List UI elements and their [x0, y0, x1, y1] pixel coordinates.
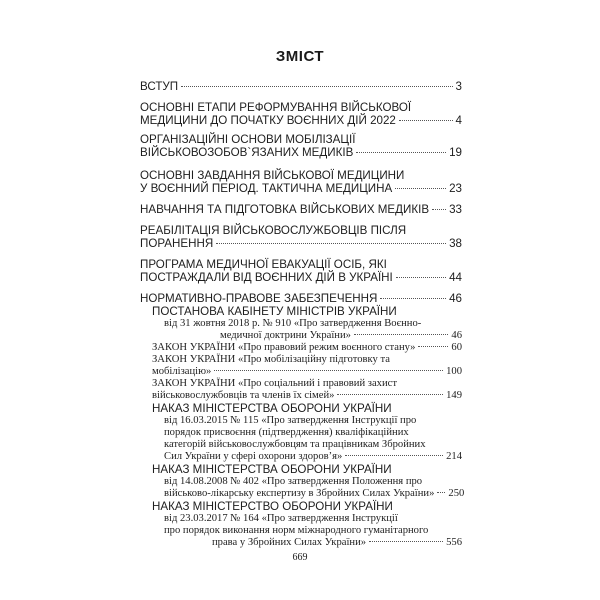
toc-entry-reform-stages[interactable] [140, 101, 462, 127]
toc-entry-text: ОСНОВНІ ЕТАПИ РЕФОРМУВАННЯ ВІЙСЬКОВОЇ [140, 101, 412, 114]
page-number: 669 [292, 552, 308, 563]
leader-dots [418, 346, 448, 347]
toc-entry-rehabilitation[interactable] [140, 224, 462, 250]
toc-page-number: 556 [446, 537, 462, 548]
toc-entry-training[interactable] [140, 203, 462, 216]
leader-dots [214, 370, 443, 371]
toc-entry-text: У ВОЄННИЙ ПЕРІОД. ТАКТИЧНА МЕДИЦИНА [140, 182, 393, 195]
toc-entry-mobilization-basics[interactable] [140, 133, 462, 159]
toc-entry-text: ОСНОВНІ ЗАВДАННЯ ВІЙСЬКОВОЇ МЕДИЦИНИ [140, 169, 405, 182]
toc-subentry-text: порядок присвоєння (підтвердження) кваліфікаційних [164, 427, 409, 438]
toc-entry-text: ПРОГРАМА МЕДИЧНОЇ ЕВАКУАЦІЇ ОСІБ, ЯКІ [140, 258, 387, 271]
toc-entry-text: ВІЙСЬКОВОЗОБОВ`ЯЗАНИХ МЕДИКІВ [140, 146, 354, 159]
toc-subentry-text: ЗАКОН УКРАЇНИ «Про правовий режим воєнного стану» [152, 342, 416, 353]
toc-subentry-heading: НАКАЗ МІНІСТЕРСТВА ОБОРОНИ УКРАЇНИ [152, 402, 392, 415]
leader-dots [395, 188, 446, 189]
toc-entry-introduction[interactable] [140, 80, 462, 93]
toc-subentry-text: від 23.03.2017 № 164 «Про затвердження Інструкції [164, 513, 398, 524]
page-title: ЗМІСТ [275, 48, 325, 65]
toc-page-number: 100 [446, 366, 462, 377]
toc-subentry-social-protection-law[interactable] [140, 378, 462, 402]
toc-entry-text: НАВЧАННЯ ТА ПІДГОТОВКА ВІЙСЬКОВИХ МЕДИКІВ [140, 203, 430, 216]
toc-entry-text: НОРМАТИВНО-ПРАВОВЕ ЗАБЕЗПЕЧЕННЯ [140, 292, 378, 305]
toc-page-number: 44 [449, 271, 462, 284]
toc-subentry-heading: ПОСТАНОВА КАБІНЕТУ МІНІСТРІВ УКРАЇНИ [152, 305, 397, 318]
toc-subentry-order-115[interactable] [140, 402, 462, 463]
toc-page-number: 46 [449, 292, 462, 305]
toc-subentry-text: військовослужбовців та членів їх сімей» [152, 390, 335, 401]
toc-subentry-text: про порядок виконання норм міжнародного гуманітарного [164, 525, 429, 536]
toc-page-number: 33 [449, 203, 462, 216]
toc-subentry-mobilization-law[interactable] [140, 354, 462, 378]
leader-dots [380, 298, 446, 299]
toc-page-number: 3 [455, 80, 462, 93]
toc-subentry-text: ЗАКОН УКРАЇНИ «Про мобілізаційну підготовку та [152, 354, 390, 365]
leader-dots [396, 277, 446, 278]
leader-dots [216, 243, 446, 244]
toc-entry-text: МЕДИЦИНИ ДО ПОЧАТКУ ВОЄННИХ ДІЙ 2022 [140, 114, 396, 127]
toc-subentry-text: ЗАКОН УКРАЇНИ «Про соціальний і правовий захист [152, 378, 397, 389]
toc-page-number: 38 [449, 237, 462, 250]
toc-entry-wartime-tasks[interactable] [140, 169, 462, 195]
toc-page-number: 4 [455, 114, 462, 127]
toc-subentry-text: права у Збройних Силах України» [212, 537, 367, 548]
toc-page-number: 19 [449, 146, 462, 159]
toc-subentry-text: Сил України у сфері охорони здоров’я» [164, 451, 343, 462]
leader-dots [337, 394, 443, 395]
toc-subentry-order-164[interactable] [140, 500, 462, 549]
toc-subentry-text: категорій військовослужбовцям та працівникам Збройних [164, 439, 426, 450]
leader-dots [432, 209, 446, 210]
leader-dots [345, 455, 443, 456]
leader-dots [354, 334, 448, 335]
toc-subentry-text: військово-лікарську експертизу в Збройних Силах України» [164, 488, 435, 499]
toc-subentry-text: від 16.03.2015 № 115 «Про затвердження Інструкції про [164, 415, 417, 426]
toc-subentry-heading: НАКАЗ МІНІСТЕРСТВА ОБОРОНИ УКРАЇНИ [152, 463, 392, 476]
toc-subentry-order-402[interactable] [140, 463, 465, 500]
toc-page-number: 23 [449, 182, 462, 195]
leader-dots [356, 152, 446, 153]
leader-dots [399, 120, 453, 121]
toc-page-number: 214 [446, 451, 462, 462]
toc-entry-text: РЕАБІЛІТАЦІЯ ВІЙСЬКОВОСЛУЖБОВЦІВ ПІСЛЯ [140, 224, 407, 237]
toc-subentry-text: мобілізацію» [152, 366, 212, 377]
toc-subentry-text: від 31 жовтня 2018 р. № 910 «Про затвердження Воєнно- [164, 318, 422, 329]
toc-page-number: 250 [448, 488, 465, 499]
leader-dots [369, 541, 443, 542]
table-of-contents [140, 80, 465, 549]
leader-dots [437, 492, 445, 493]
toc-entry-medical-evacuation[interactable] [140, 258, 462, 284]
toc-subentry-cabinet-resolution[interactable] [140, 305, 462, 342]
toc-entry-legal-framework[interactable] [140, 292, 462, 305]
toc-subentry-text: медичної доктрини України» [220, 330, 351, 341]
toc-subentry-text: від 14.08.2008 № 402 «Про затвердження Положення про [164, 476, 423, 487]
toc-page-number: 149 [446, 390, 462, 401]
leader-dots [181, 86, 452, 87]
toc-subentry-heading: НАКАЗ МІНІСТЕРСТВО ОБОРОНИ УКРАЇНИ [152, 500, 393, 513]
toc-entry-text: ПОСТРАЖДАЛИ ВІД ВОЄННИХ ДІЙ В УКРАЇНІ [140, 271, 393, 284]
toc-page-number: 46 [451, 330, 462, 341]
toc-entry-text: ПОРАНЕННЯ [140, 237, 214, 250]
toc-page-number: 60 [451, 342, 462, 353]
toc-entry-text: ОРГАНІЗАЦІЙНІ ОСНОВИ МОБІЛІЗАЦІЇ [140, 133, 356, 146]
toc-entry-text: ВСТУП [140, 80, 179, 93]
toc-subentry-martial-law[interactable] [140, 342, 462, 354]
